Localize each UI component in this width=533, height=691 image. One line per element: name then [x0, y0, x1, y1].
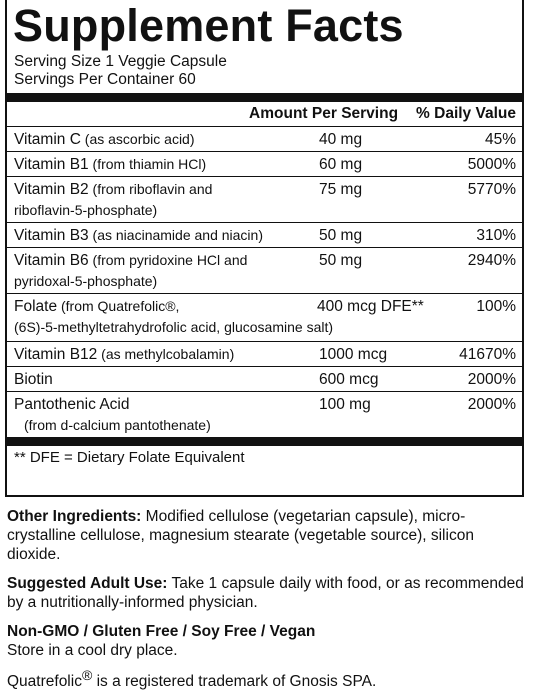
nutrient-name: Folate (from Quatrefolic®, (6S)-5-methyltetrahydrofolic acid, glucosamine salt)	[14, 298, 334, 335]
nutrient-daily-value: 5000%	[467, 156, 516, 173]
nutrient-name: Vitamin B3 (as niacinamide and niacin)	[14, 227, 263, 244]
nutrient-name: Vitamin B1 (from thiamin HCl)	[14, 156, 207, 173]
nutrient-amount: 100 mg	[319, 396, 371, 413]
panel-title: Supplement Facts	[13, 0, 404, 51]
nutrient-amount: 60 mg	[319, 156, 363, 173]
nutrient-row-biotin	[7, 367, 522, 392]
suggested-use	[7, 574, 527, 612]
nutrient-row-vitamin-b12	[7, 342, 522, 367]
nutrient-amount: 50 mg	[319, 252, 363, 269]
servings-per-container: Servings Per Container 60	[14, 71, 196, 88]
amount-per-serving-header: Amount Per Serving	[249, 105, 399, 122]
nutrient-name: Pantothenic Acid (from d-calcium pantothenate)	[14, 396, 211, 433]
trademark-notice: Quatrefolic® is a registered trademark of Gnosis SPA.	[7, 667, 377, 691]
thick-divider-bottom	[7, 437, 522, 446]
other-ingredients-text: Modified cellulose (vegetarian capsule), micro-crystalline cellulose, magnesium stearate (vegetable source), silicon dioxide.	[7, 508, 474, 563]
nutrient-row-vitamin-b6	[7, 248, 522, 294]
column-header-row	[7, 102, 522, 127]
nutrient-row-pantothenic-acid	[7, 392, 522, 437]
thick-divider-top	[7, 93, 522, 102]
nutrient-daily-value: 45%	[484, 131, 516, 148]
nutrient-daily-value: 2940%	[467, 252, 516, 269]
nutrient-row-folate	[7, 294, 522, 342]
nutrient-row-vitamin-b3	[7, 223, 522, 248]
other-ingredients	[7, 507, 527, 564]
daily-value-header: % Daily Value	[416, 105, 516, 122]
nutrient-daily-value: 2000%	[467, 371, 516, 388]
suggested-use-text: Take 1 capsule daily with food, or as recommended by a nutritionally-informed physician.	[7, 575, 524, 611]
nutrient-amount: 50 mg	[319, 227, 363, 244]
nutrient-amount: 1000 mcg	[319, 346, 388, 363]
supplement-facts-panel	[5, 0, 524, 497]
nutrient-name: Biotin	[14, 371, 53, 388]
storage-instructions: Store in a cool dry place.	[7, 642, 178, 659]
nutrient-daily-value: 310%	[476, 227, 516, 244]
dietary-claims: Non-GMO / Gluten Free / Soy Free / Vegan	[7, 623, 316, 640]
nutrient-row-vitamin-b2	[7, 177, 522, 223]
nutrient-name: Vitamin B6 (from pyridoxine HCl and pyridoxal-5-phosphate)	[14, 252, 248, 289]
label-text-section	[7, 507, 527, 691]
nutrient-name: Vitamin B12 (as methylcobalamin)	[14, 346, 235, 363]
nutrient-daily-value: 2000%	[467, 396, 516, 413]
nutrient-name: Vitamin B2 (from riboflavin and riboflavin-5-phosphate)	[14, 181, 213, 218]
nutrient-daily-value: 41670%	[459, 346, 516, 363]
nutrient-amount: 75 mg	[319, 181, 363, 198]
nutrient-amount: 40 mg	[319, 131, 363, 148]
nutrient-daily-value: 100%	[476, 298, 516, 315]
nutrient-row-vitamin-b1	[7, 152, 522, 177]
nutrient-amount: 400 mcg DFE**	[317, 298, 424, 315]
other-ingredients-label: Other Ingredients:	[7, 508, 142, 525]
dfe-footnote: ** DFE = Dietary Folate Equivalent	[14, 449, 245, 466]
suggested-use-label: Suggested Adult Use:	[7, 575, 168, 592]
nutrient-name: Vitamin C (as ascorbic acid)	[14, 131, 195, 148]
nutrient-daily-value: 5770%	[467, 181, 516, 198]
nutrient-amount: 600 mcg	[319, 371, 379, 388]
serving-size: Serving Size 1 Veggie Capsule	[14, 53, 227, 70]
nutrient-row-vitamin-c	[7, 127, 522, 152]
